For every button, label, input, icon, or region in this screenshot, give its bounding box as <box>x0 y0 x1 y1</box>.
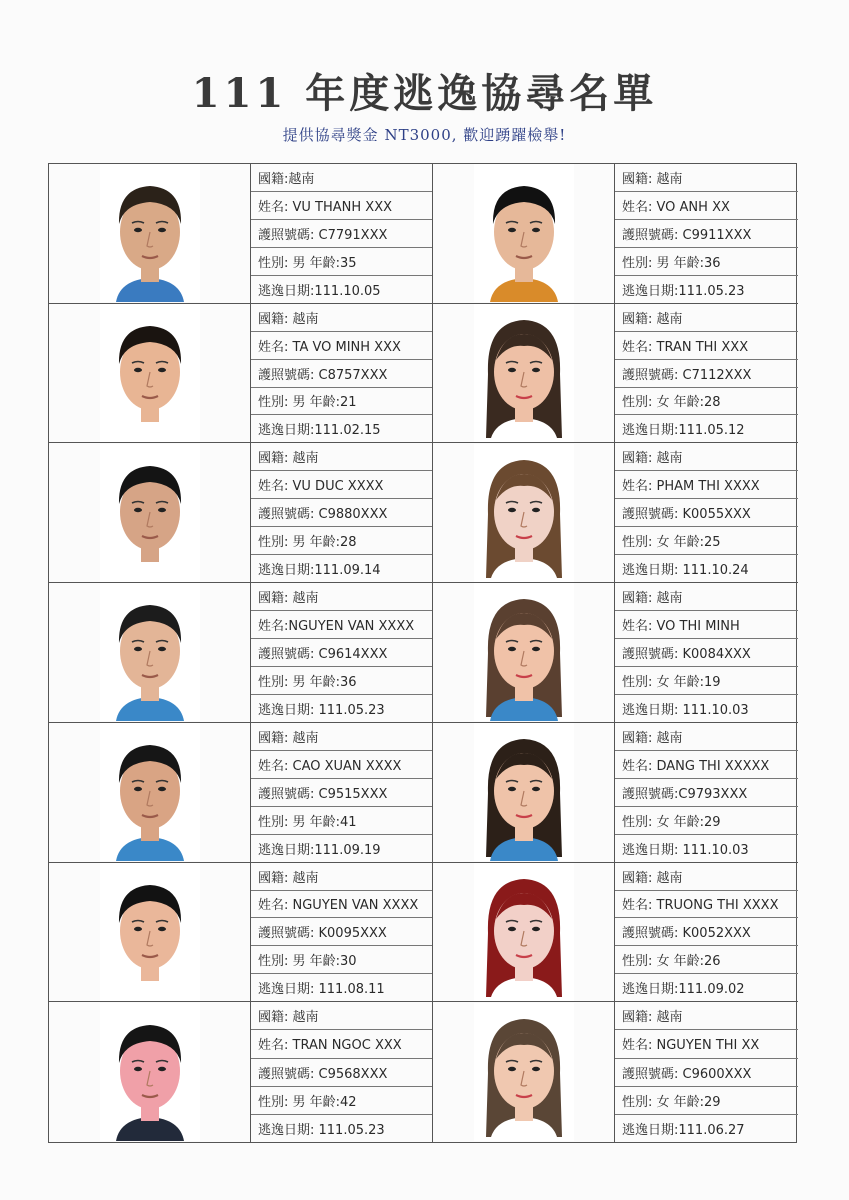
photo-cell <box>433 723 615 863</box>
person-info <box>615 723 798 863</box>
passport-field: 護照號碼: C9880XXX <box>251 499 432 527</box>
nationality-field: 國籍: 越南 <box>251 1002 432 1030</box>
escape-date-field: 逃逸日期:111.09.02 <box>622 982 745 998</box>
passport-field: 護照號碼: C9568XXX <box>251 1059 432 1087</box>
passport-field: 護照號碼: K0095XXX <box>251 918 432 946</box>
nationality-field: 國籍: 越南 <box>251 723 432 751</box>
passport-field: 護照號碼: K0055XXX <box>615 499 798 527</box>
person-info <box>251 443 433 583</box>
sex-age-field: 性別: 女 年齡:25 <box>615 527 798 555</box>
name-field: 姓名: NGUYEN THI XX <box>615 1030 798 1058</box>
portrait-photo <box>474 444 574 582</box>
person-info <box>615 304 798 444</box>
nationality-field: 國籍: 越南 <box>251 583 432 611</box>
name-field: 姓名: VO ANH XX <box>615 192 798 220</box>
escape-date-field: 逃逸日期:111.06.27 <box>622 1122 745 1138</box>
sex-age-field: 性別: 女 年齡:29 <box>615 1087 798 1115</box>
passport-field: 護照號碼: C9614XXX <box>251 639 432 667</box>
photo-cell <box>433 304 615 444</box>
photo-cell <box>49 164 251 304</box>
photo-cell <box>49 723 251 863</box>
sex-age-field: 性別: 女 年齡:29 <box>615 807 798 835</box>
photo-cell <box>49 583 251 723</box>
sex-age-field: 性別: 女 年齡:28 <box>615 388 798 416</box>
person-info <box>615 863 798 1003</box>
person-info <box>615 583 798 723</box>
person-info <box>251 863 433 1003</box>
person-info <box>251 164 433 304</box>
person-info <box>251 723 433 863</box>
photo-cell <box>49 304 251 444</box>
name-field: 姓名: DANG THI XXXXX <box>615 751 798 779</box>
page-title: 111 年度逃逸協尋名單 <box>191 70 658 117</box>
nationality-field: 國籍: 越南 <box>615 164 798 192</box>
sex-age-field: 性別: 男 年齡:41 <box>251 807 432 835</box>
nationality-field: 國籍: 越南 <box>251 863 432 891</box>
escape-date-field: 逃逸日期:111.10.05 <box>258 283 381 299</box>
portrait-photo <box>474 304 574 442</box>
name-field: 姓名: VU THANH XXX <box>251 192 432 220</box>
sex-age-field: 性別: 女 年齡:26 <box>615 946 798 974</box>
passport-field: 護照號碼: C7791XXX <box>251 220 432 248</box>
name-field: 姓名: PHAM THI XXXX <box>615 471 798 499</box>
nationality-field: 國籍: 越南 <box>615 863 798 891</box>
name-field: 姓名: TRUONG THI XXXX <box>615 891 798 919</box>
reward-notice: 提供協尋獎金 NT3000, 歡迎踴躍檢舉! <box>282 126 567 144</box>
name-field: 姓名: TA VO MINH XXX <box>251 332 432 360</box>
escape-date-field: 逃逸日期: 111.10.03 <box>622 842 749 858</box>
name-field: 姓名: VU DUC XXXX <box>251 471 432 499</box>
portrait-photo <box>474 583 574 721</box>
passport-field: 護照號碼: K0084XXX <box>615 639 798 667</box>
portrait-photo <box>100 583 200 721</box>
nationality-field: 國籍: 越南 <box>615 583 798 611</box>
passport-field: 護照號碼: C9515XXX <box>251 779 432 807</box>
nationality-field: 國籍: 越南 <box>615 304 798 332</box>
nationality-field: 國籍: 越南 <box>251 304 432 332</box>
portrait-photo <box>100 164 200 302</box>
passport-field: 護照號碼: C7112XXX <box>615 360 798 388</box>
nationality-field: 國籍: 越南 <box>615 1002 798 1030</box>
passport-field: 護照號碼: C9600XXX <box>615 1059 798 1087</box>
passport-field: 護照號碼: K0052XXX <box>615 918 798 946</box>
sex-age-field: 性別: 男 年齡:36 <box>251 667 432 695</box>
photo-cell <box>49 863 251 1003</box>
name-field: 姓名: NGUYEN VAN XXXX <box>251 891 432 919</box>
portrait-photo <box>100 863 200 1001</box>
sex-age-field: 性別: 女 年齡:19 <box>615 667 798 695</box>
portrait-photo <box>474 164 574 302</box>
portrait-photo <box>100 304 200 442</box>
photo-cell <box>433 164 615 304</box>
photo-cell <box>433 443 615 583</box>
nationality-field: 國籍: 越南 <box>251 443 432 471</box>
portrait-photo <box>100 1003 200 1141</box>
photo-cell <box>433 863 615 1003</box>
nationality-field: 國籍: 越南 <box>615 443 798 471</box>
portrait-photo <box>474 1003 574 1141</box>
passport-field: 護照號碼: C9911XXX <box>615 220 798 248</box>
nationality-field: 國籍:越南 <box>251 164 432 192</box>
person-info <box>251 583 433 723</box>
escape-date-field: 逃逸日期: 111.10.24 <box>622 563 749 579</box>
wanted-list-table <box>48 163 797 1143</box>
escape-date-field: 逃逸日期: 111.05.23 <box>258 702 385 718</box>
sex-age-field: 性別: 男 年齡:35 <box>251 248 432 276</box>
escape-date-field: 逃逸日期:111.05.23 <box>622 283 745 299</box>
photo-cell <box>49 443 251 583</box>
sex-age-field: 性別: 男 年齡:42 <box>251 1087 432 1115</box>
escape-date-field: 逃逸日期:111.09.19 <box>258 842 381 858</box>
sex-age-field: 性別: 男 年齡:21 <box>251 388 432 416</box>
name-field: 姓名: CAO XUAN XXXX <box>251 751 432 779</box>
escape-date-field: 逃逸日期: 111.10.03 <box>622 702 749 718</box>
passport-field: 護照號碼: C8757XXX <box>251 360 432 388</box>
sex-age-field: 性別: 男 年齡:28 <box>251 527 432 555</box>
name-field: 姓名: TRAN NGOC XXX <box>251 1030 432 1058</box>
person-info <box>251 1002 433 1142</box>
sex-age-field: 性別: 男 年齡:30 <box>251 946 432 974</box>
escape-date-field: 逃逸日期:111.05.12 <box>622 423 745 439</box>
photo-cell <box>49 1002 251 1142</box>
escape-date-field: 逃逸日期: 111.08.11 <box>258 982 385 998</box>
passport-field: 護照號碼:C9793XXX <box>615 779 798 807</box>
name-field: 姓名:NGUYEN VAN XXXX <box>251 611 432 639</box>
person-info <box>251 304 433 444</box>
name-field: 姓名: VO THI MINH <box>615 611 798 639</box>
portrait-photo <box>474 863 574 1001</box>
portrait-photo <box>100 444 200 582</box>
photo-cell <box>433 583 615 723</box>
photo-cell <box>433 1002 615 1142</box>
person-info <box>615 164 798 304</box>
portrait-photo <box>474 723 574 861</box>
portrait-photo <box>100 723 200 861</box>
escape-date-field: 逃逸日期:111.09.14 <box>258 563 381 579</box>
person-info <box>615 443 798 583</box>
sex-age-field: 性別: 男 年齡:36 <box>615 248 798 276</box>
name-field: 姓名: TRAN THI XXX <box>615 332 798 360</box>
nationality-field: 國籍: 越南 <box>615 723 798 751</box>
person-info <box>615 1002 798 1142</box>
escape-date-field: 逃逸日期: 111.05.23 <box>258 1122 385 1138</box>
escape-date-field: 逃逸日期:111.02.15 <box>258 423 381 439</box>
